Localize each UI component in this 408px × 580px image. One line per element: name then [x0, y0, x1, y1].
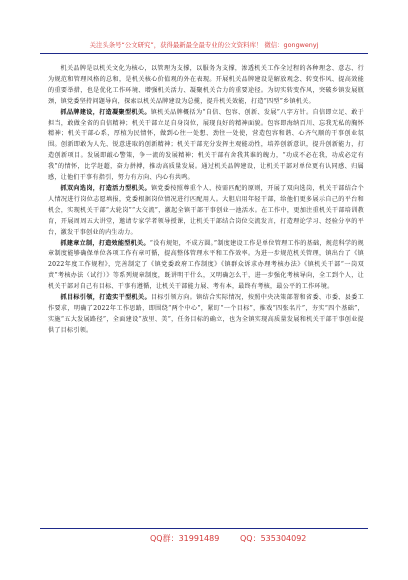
- paragraph-regulations: 抓建章立制，打造效能型机关。“没有规矩，不成方圆。”制度建设工作是单位管理工作的基础，规范科学的规章制度能够确保单位各项工作有章可循，提高整体管理水平和工作效率。为进一步规范机关管理，镇出台了《镇2022年度工作规程》，完善制定了《镇党委政府工作制度》《镇群众诉求办理考核办法》《镇机关干部“一岗双责”考核办法（试行）》等系列规章制度，既讲明干什么，又明确怎么干，进一步强化考核导向，全工到个人，让机关干部对自己有目标、干事有遵循，让机关干部能力展、考有本，最终有考核，最公平的工作环境。: [48, 239, 364, 291]
- header-banner: 关注头条号“公文研究”，获得最新最全最专业的公文资料库！ 微信：gongwenyj: [89, 41, 319, 49]
- paragraph-heading: 抓双向选岗，打造活力型机关。: [60, 184, 151, 192]
- qq-group-number: QQ群：31991489: [150, 534, 220, 543]
- qq-number: QQ：535304092: [240, 534, 307, 543]
- paragraph-post-selection: 抓双向选岗，打造活力型机关。镇党委按照尊重个人、按需匹配的原则，开展了双向选岗，机关干部结合个人情况进行岗位志愿填报，党委根据岗位情况进行匹配用人。大胆启用年轻干部，给他们更多展示自己的平台和机会，实现机关干部“大轮岗”“大交流”，激起全镇干部干事创业一池活水。在工作中，更加注重机关干部培训教育，开展周周五大讲堂，邀请专家学者领导授课，让机关干部结合岗位交流发言，打造理论学习、经验分享的平台，激发干事创业的内生动力。: [48, 184, 365, 236]
- footer-divider: [40, 528, 368, 529]
- paragraph-brand: 抓品牌建设，打造凝聚型机关。镇机关品牌概括为“自信、包容、创新、发展”八字方针。自信即立足、敢于担当，敢做全省的自信精神；机关干部立足自身岗位，展现良好的精神面貌。包容即海纳百川、忘我无私的胸怀精神；机关干部心系，厚植为民情怀，做到心往一处想、劲往一处使，营造包容和谐、心齐气顺的干事创业氛围。创新即敢为人先、锐意进取的创新精神；机关干部充分发挥主观能动性，培养创新意识，提升创新能力，打造创新项目。发展即敲心警策，争一流的发展精神；机关干部有舍我其谁的魄力，“功成不必在我，功成必定有我”的情怀，比学赶超，奋力拼搏，推动高质量发展。通过机关品牌建设，让机关干部对单位更有认同感、归属感，让他们干事有指引，努力有方向、内心有共鸣。: [48, 108, 365, 182]
- paragraph-goals: 抓目标引领，打造实干型机关。目标引领方向。镇结合实际情况，按照中央决策部署和省委、市委、县委工作要求，明确了2022年工作思路，即围绕“两个中心”，紧盯“一个目标”，推戏“四张名片”，夯实“四个基础”，实施“五大发展路径”，全面建设“放里、美”，任务目标的确立，也为全镇实现高质量发展和机关干部干事创业提供了目标引领。: [48, 294, 365, 334]
- paragraph-heading: 抓建章立制，打造效能型机关。: [60, 239, 150, 247]
- paragraph-heading: 抓品牌建设，打造凝聚型机关。: [60, 108, 151, 116]
- header-divider: [40, 53, 368, 54]
- footer-contact: [40, 530, 368, 548]
- paragraph-intro: 机关品牌是以机关文化为核心，以管理为支撑，以服务为支撑，渗透机关工作全过程的各种理念、意志、行为规范和管理风格的总和，是机关核心价值观的外在表现。开展机关品牌建设是解放观念、转变作风、提高效能的重要举措，也是优化工作环境、增强机关活力、凝聚机关合力的重要途径。为切实转变作风，突破乡镇发展瓶颈，镇党委坚持问题导向，探索以机关品牌建设为总揽，提升机关效能，打造“四型”乡镇机关。: [48, 65, 364, 105]
- paragraph-heading: 抓目标引领，打造实干型机关。: [60, 294, 151, 302]
- article-body: [48, 64, 364, 337]
